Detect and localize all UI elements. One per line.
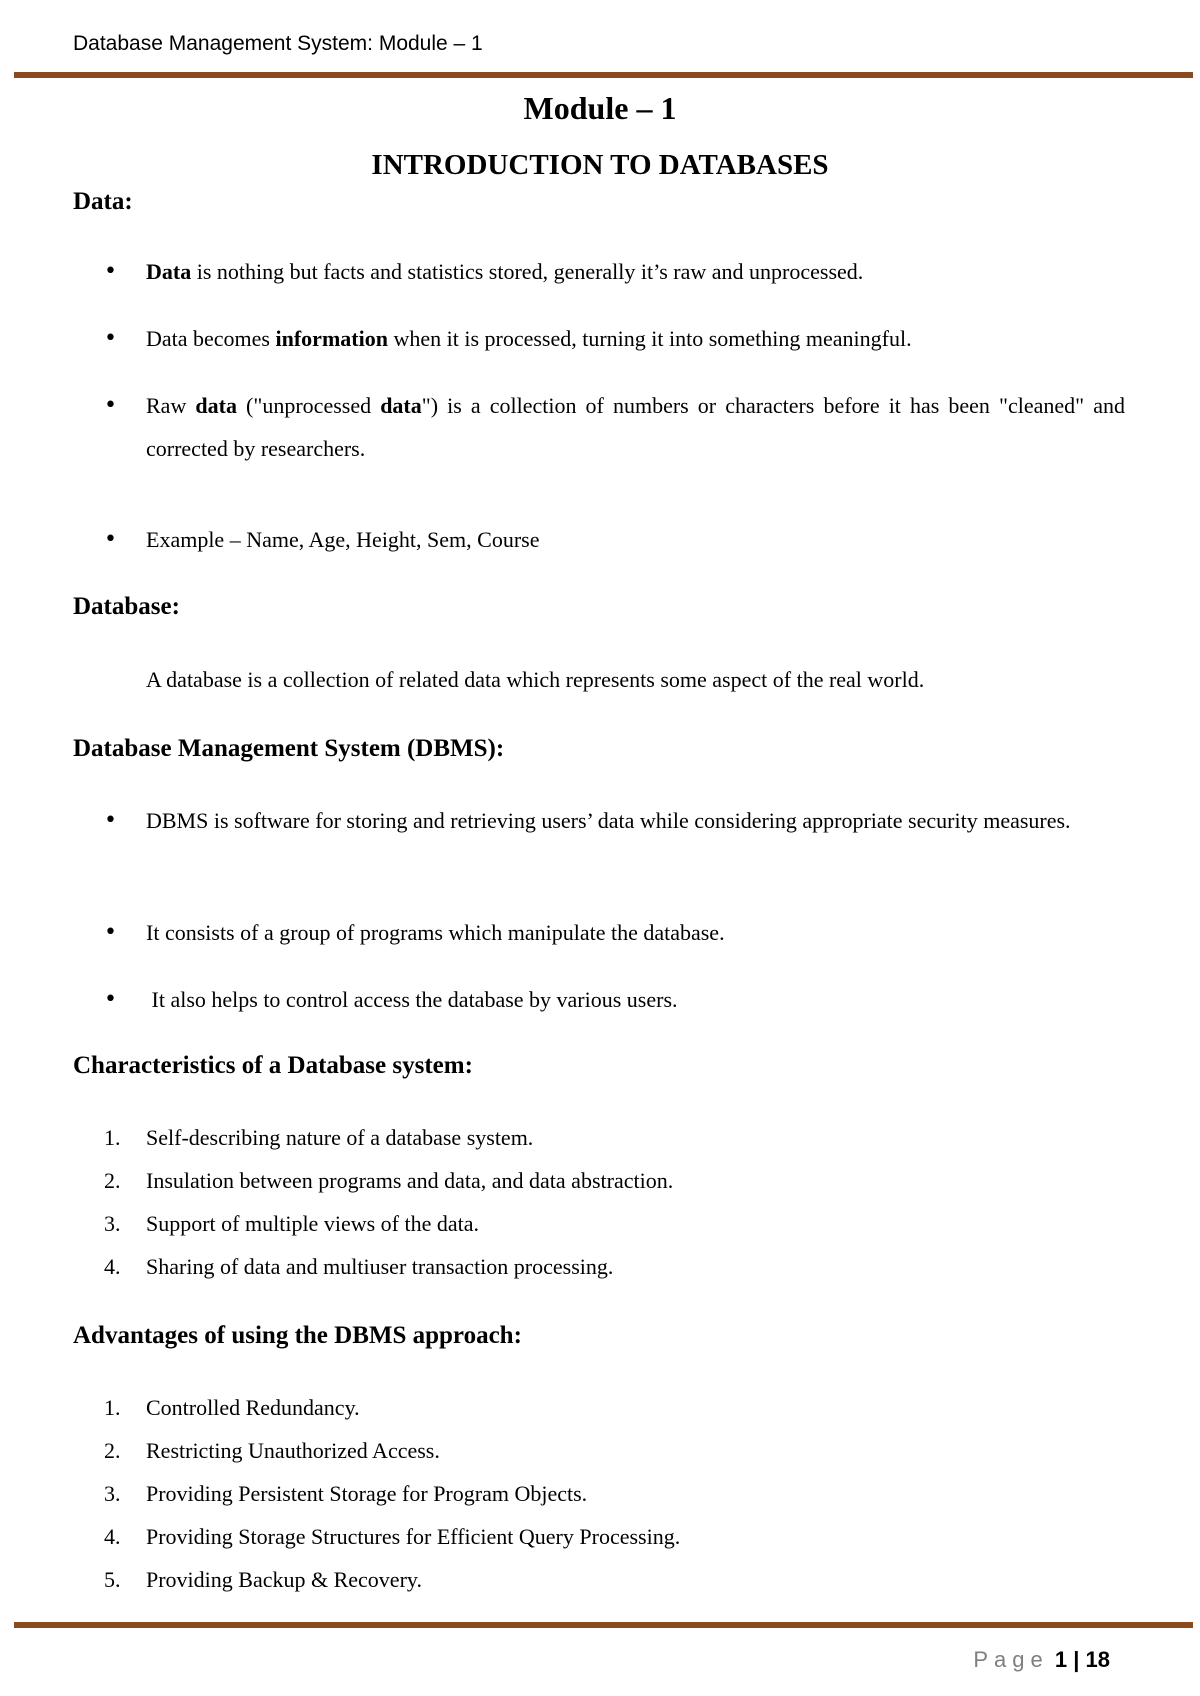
running-header: Database Management System: Module – 1 <box>73 32 483 55</box>
list-number: 2. <box>104 1438 121 1463</box>
database-definition: A database is a collection of related data which represents some aspect of the real world. <box>146 667 925 692</box>
list-item: Data is nothing but facts and statistics stored, generally it’s raw and unprocessed. <box>146 259 864 284</box>
footer-rule <box>14 1622 1193 1628</box>
characteristics-heading: Characteristics of a Database system: <box>73 1052 473 1079</box>
list-item: Providing Storage Structures for Efficient Query Processing. <box>146 1524 681 1549</box>
list-item: Self-describing nature of a database system. <box>146 1125 534 1150</box>
list-item: Controlled Redundancy. <box>146 1395 360 1420</box>
list-item: Restricting Unauthorized Access. <box>146 1438 440 1463</box>
list-number: 1. <box>104 1125 121 1150</box>
list-item: DBMS is software for storing and retrieving users’ data while considering appropriate security measures. <box>146 808 1071 833</box>
advantages-heading: Advantages of using the DBMS approach: <box>73 1322 522 1349</box>
page-label: Page <box>973 1647 1049 1672</box>
list-number: 2. <box>104 1168 121 1193</box>
bullet-marker: • <box>104 259 117 284</box>
list-item: It consists of a group of programs which manipulate the database. <box>146 920 725 945</box>
list-item: Support of multiple views of the data. <box>146 1211 479 1236</box>
list-item: Providing Persistent Storage for Program Objects. <box>146 1481 588 1506</box>
list-item: Providing Backup & Recovery. <box>146 1567 422 1592</box>
bullet-marker: • <box>104 527 117 552</box>
header-rule <box>14 72 1193 78</box>
list-number: 5. <box>104 1567 121 1592</box>
page-number: 1 <box>1054 1647 1068 1672</box>
bullet-marker: • <box>104 987 117 1012</box>
bullet-marker: • <box>104 393 117 418</box>
list-item: Raw data ("unprocessed data") is a collection of numbers or characters before it has been "cleaned" and corrected by researchers. <box>146 393 1125 461</box>
list-item: Sharing of data and multiuser transaction processing. <box>146 1254 614 1279</box>
list-number: 4. <box>104 1254 121 1279</box>
list-number: 3. <box>104 1211 121 1236</box>
bullet-marker: • <box>104 326 117 351</box>
list-number: 3. <box>104 1481 121 1506</box>
list-item: Data becomes information when it is processed, turning it into something meaningful. <box>146 326 912 351</box>
list-number: 4. <box>104 1524 121 1549</box>
module-title: Module – 1 <box>523 90 677 126</box>
page-total: 18 <box>1085 1647 1110 1672</box>
page-separator: | <box>1073 1647 1080 1672</box>
list-item: It also helps to control access the database by various users. <box>146 987 678 1012</box>
database-heading: Database: <box>73 593 180 620</box>
list-number: 1. <box>104 1395 121 1420</box>
list-item: Example – Name, Age, Height, Sem, Course <box>146 527 540 552</box>
page-title: INTRODUCTION TO DATABASES <box>371 149 829 181</box>
bullet-marker: • <box>104 920 117 945</box>
data-heading: Data: <box>73 188 133 215</box>
page-footer <box>973 1647 1110 1673</box>
bullet-marker: • <box>104 808 117 833</box>
dbms-heading: Database Management System (DBMS): <box>73 735 505 762</box>
list-item: Insulation between programs and data, and data abstraction. <box>146 1168 674 1193</box>
